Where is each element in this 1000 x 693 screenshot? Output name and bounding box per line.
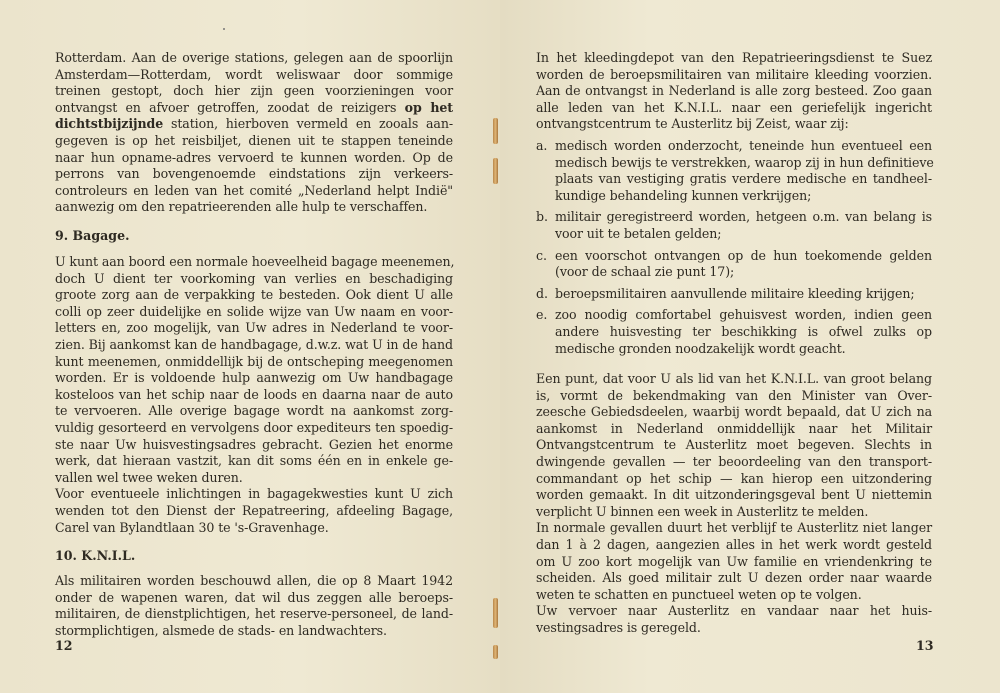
- text-line: militair geregistreerd worden, hetgeen o.m. van belang is: [555, 209, 932, 225]
- text-line: U kunt aan boord een normale hoeveelheid bagage meenemen,: [55, 254, 455, 269]
- staple-top: [493, 118, 498, 144]
- text-line: Ontvangstcentrum te Austerlitz moet begeven. Slechts in: [536, 437, 932, 453]
- page-number: 13: [916, 638, 934, 653]
- text-line: vuldig gesorteerd en vervolgens door expediteurs ten spoedig-: [55, 419, 453, 435]
- text-line: Rotterdam. Aan de overige stations, gelegen aan de spoorlijn: [55, 50, 453, 65]
- text-line: perrons van bovengenoemde eindstations zijn verkeers-: [55, 166, 453, 182]
- list-item-label: e.: [536, 307, 548, 323]
- text-line: verplicht U binnen een week in Austerlitz te melden.: [536, 503, 869, 519]
- text-line: worden gemaakt. In dit uitzonderingsgeval bent U niettemin: [536, 487, 932, 503]
- list-item-label: c.: [536, 247, 547, 263]
- text-line: om U zoo kort mogelijk van Uw familie en vriendenkring te: [536, 553, 932, 569]
- paragraph-stations: [55, 50, 453, 216]
- text-line: [55, 100, 453, 117]
- speck: [223, 28, 225, 30]
- text-line: andere huisvesting ter beschikking is ofwel zulks op: [555, 323, 932, 339]
- text-line: ontvangstcentrum te Austerlitz bij Zeist, waar zij:: [536, 116, 849, 132]
- list-item: [536, 209, 932, 242]
- text-line: Amsterdam—Rotterdam, wordt weliswaar door sommige: [55, 66, 453, 82]
- text-line: stormplichtigen, alsmede de stads- en landwachters.: [55, 622, 387, 638]
- text-line: een voorschot ontvangen op de hun toekomende gelden: [555, 247, 932, 263]
- text-line: commandant op het schip — kan hierop een uitzondering: [536, 470, 932, 486]
- text-line: letters en, zoo mogelijk, van Uw adres in Nederland te voor-: [55, 320, 453, 336]
- text-segment: station, hierboven vermeld en zooals aan-: [163, 116, 453, 132]
- text-line: medische gronden noodzakelijk wordt geacht.: [555, 340, 846, 356]
- list-item: [536, 138, 932, 204]
- text-line: scheiden. Als goed militair zult U dezen order naar waarde: [536, 570, 932, 586]
- text-line: Carel van Bylandtlaan 30 te 's-Gravenhage.: [55, 519, 329, 535]
- text-line: vallen wel twee weken duren.: [55, 469, 243, 485]
- paragraph-militairen: [55, 573, 453, 639]
- text-line: vestingsadres is geregeld.: [536, 619, 701, 635]
- list-item: [536, 248, 932, 281]
- staple-top-lower: [493, 158, 498, 184]
- text-line: is, vormt de bekendmaking van den Minister van Over-: [536, 387, 932, 403]
- text-line: gegeven is op het reisbiljet, dienen uit te stappen teneinde: [55, 132, 453, 148]
- section-heading-bagage: 9. Bagage.: [55, 228, 130, 243]
- text-line: medisch worden onderzocht, teneinde hun eventueel een: [555, 138, 932, 153]
- text-line: beroepsmilitairen aanvullende militaire kleeding krijgen;: [555, 285, 915, 301]
- text-line: treinen gestopt, doch hier zijn geen voorzieningen voor: [55, 83, 453, 99]
- paragraph-kleedingdepot: [536, 50, 932, 133]
- right-page: [500, 0, 1000, 693]
- text-line: kosteloos van het schip naar de loods en daarna naar de auto: [55, 386, 453, 402]
- list-item-label: a.: [536, 138, 548, 153]
- text-line: aanwezig om den repatrieerenden alle hulp te verschaffen.: [55, 199, 428, 215]
- text-line: In het kleedingdepot van den Repatrieeringsdienst te Suez: [536, 50, 932, 65]
- list-item: [536, 286, 932, 303]
- text-line: ste naar Uw huisvestingsadres gebracht. Gezien het enorme: [55, 436, 453, 452]
- text-line: kundige behandeling kunnen verkrijgen;: [555, 187, 812, 203]
- text-line: zien. Bij aankomst kan de handbagage, d.w.z. wat U in de hand: [55, 336, 453, 352]
- text-line: werk, dat hieraan vastzit, kan dit soms één en in enkele ge-: [55, 453, 453, 469]
- text-line: controleurs en leden van het comité „Nederland helpt Indië": [55, 182, 453, 198]
- text-segment: ontvangst en afvoer getroffen, zoodat de reizigers: [55, 99, 405, 115]
- text-line: colli op zeer duidelijke en solide wijze van Uw naam en voor-: [55, 303, 453, 319]
- text-line: Voor eventueele inlichtingen in bagagekwesties kunt U zich: [55, 486, 453, 502]
- text-line: medisch bewijs te verstrekken, waarop zij in hun definitieve: [555, 154, 934, 170]
- text-line: weten te schatten en punctueel weten op te volgen.: [536, 586, 862, 602]
- text-line: zoo noodig comfortabel gehuisvest worden, indien geen: [555, 307, 932, 323]
- staple-bottom: [493, 598, 498, 628]
- text-line: Als militairen worden beschouwd allen, die op 8 Maart 1942: [55, 573, 453, 588]
- text-line: naar hun opname-adres vervoerd te kunnen worden. Op de: [55, 149, 453, 165]
- paragraph-bagage: [55, 254, 453, 536]
- text-line: worden. Er is voldoende hulp aanwezig om Uw handbagage: [55, 370, 453, 386]
- text-line: te vervoeren. Alle overige bagage wordt na aankomst zorg-: [55, 403, 453, 419]
- text-line: aankomst in Nederland onmiddellijk naar het Militair: [536, 420, 932, 436]
- text-line: kunt meenemen, onmiddellijk bij de ontscheping meegenomen: [55, 353, 453, 369]
- text-line: plaats van vestiging gratis verdere medische en tandheel-: [555, 171, 932, 187]
- text-line: wenden tot den Dienst der Repatreering, afdeeling Bagage,: [55, 502, 453, 518]
- text-line: voor uit te betalen gelden;: [555, 225, 722, 241]
- text-line: Een punt, dat voor U als lid van het K.N.I.L. van groot belang: [536, 371, 932, 386]
- text-line: onder de wapenen waren, dat wil dus zeggen alle beroeps-: [55, 589, 453, 605]
- text-line: dan 1 à 2 dagen, aangezien alles in het werk wordt gesteld: [536, 536, 932, 552]
- paragraph-ontvangstcentrum: [536, 371, 932, 637]
- text-line: militairen, de dienstplichtigen, het reserve-personeel, de land-: [55, 606, 453, 622]
- text-line: In normale gevallen duurt het verblijf te Austerlitz niet langer: [536, 520, 932, 536]
- bold-text: dichtstbijzijnde: [55, 116, 164, 132]
- text-line: zeesche Gebiedsdeelen, waarbij wordt bepaald, dat U zich na: [536, 404, 932, 420]
- page-number: 12: [55, 638, 73, 653]
- list-item: [536, 307, 932, 357]
- text-line: groote zorg aan de verpakking te besteden. Ook dient U alle: [55, 287, 453, 303]
- text-line: worden de beroepsmilitairen van militaire kleeding voorzien.: [536, 66, 932, 82]
- text-line: (voor de schaal zie punt 17);: [555, 264, 735, 280]
- text-line: dwingende gevallen — ter beoordeeling van den transport-: [536, 453, 932, 469]
- staple-bottom-lower: [493, 645, 498, 659]
- list-item-label: b.: [536, 209, 548, 225]
- section-heading-knil: 10. K.N.I.L.: [55, 548, 136, 563]
- text-line: doch U dient ter voorkoming van verlies en beschadiging: [55, 270, 453, 286]
- text-line: alle leden van het K.N.I.L. naar een geriefelijk ingericht: [536, 99, 932, 115]
- text-line: Aan de ontvangst in Nederland is alle zorg besteed. Zoo gaan: [536, 83, 932, 99]
- text-line: Uw vervoer naar Austerlitz en vandaar naar het huis-: [536, 603, 932, 619]
- list-item-label: d.: [536, 285, 548, 301]
- bold-text: op het: [404, 99, 453, 115]
- requirements-list: [536, 138, 932, 357]
- text-line: [55, 116, 453, 133]
